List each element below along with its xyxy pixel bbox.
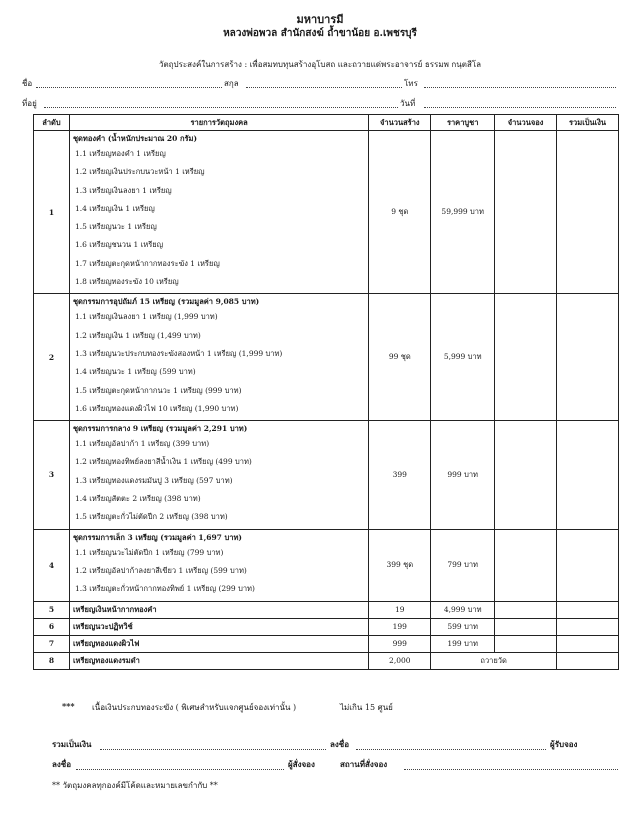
date-field[interactable] [424, 99, 616, 108]
date-label: วันที่ [400, 99, 416, 108]
list-item: 1.1 เหรียญทองคำ 1 เหรียญ [74, 149, 166, 158]
reserve-qty-cell[interactable] [495, 131, 557, 294]
list-item: 1.8 เหรียญทองระฆัง 10 เหรียญ [74, 277, 179, 287]
table-row [34, 421, 619, 529]
list-item: 1.2 เหรียญอัลปาก้าลงยาสีเขียว 1 เหรียญ (599 บาท) [74, 565, 247, 575]
list-item: 1.3 เหรียญตะกั่วหน้ากากทองทิพย์ 1 เหรียญ (299 บาท) [74, 584, 255, 594]
note-quantity: ไม่เกิน 15 ศูนย์ [340, 703, 393, 712]
reserve-qty-cell[interactable] [495, 421, 557, 529]
qty-made: 9 ชุด [369, 131, 431, 294]
row-number: 1 [34, 131, 70, 294]
set-heading: ชุดทองคำ (น้ำหนักประมาณ 20 กรัม) [72, 134, 198, 143]
list-item: 1.1 เหรียญอัลปาก้า 1 เหรียญ (399 บาท) [74, 439, 210, 449]
reserver-name-field[interactable] [76, 761, 284, 770]
address-field[interactable] [44, 99, 398, 108]
header-price: ราคาบูชา [431, 115, 495, 131]
item-name: เหรียญทองแดงผิวไฟ [69, 635, 368, 652]
table-row [34, 601, 619, 618]
receiver-sign-field[interactable] [356, 741, 546, 750]
header-reserve-qty: จำนวนจอง [495, 115, 557, 131]
set-heading: ชุดกรรมการเล็ก 3 เหรียญ (รวมมูลค่า 1,697 บาท) [72, 532, 242, 542]
list-item: 1.6 เหรียญทองแดงผิวไฟ 10 เหรียญ (1,990 บาท) [74, 403, 239, 413]
total-amount-label: รวมเป็นเงิน [52, 739, 92, 749]
row-number: 4 [34, 529, 70, 601]
place-label: สถานที่สั่งจอง [340, 759, 388, 769]
qty-made: 999 [369, 635, 431, 652]
reserve-qty-cell[interactable] [495, 635, 557, 652]
footnote: ** วัตถุมงคลทุกองค์มีโค้ดและหมายเลขกำกับ ** [52, 781, 218, 790]
receiver-label: ผู้รับจอง [550, 739, 578, 749]
item-list [69, 131, 368, 294]
list-item: 1.2 เหรียญเงินประกบนวะหน้า 1 เหรียญ [74, 167, 205, 177]
price: 999 บาท [431, 421, 495, 529]
name-label: ชื่อ [22, 79, 33, 88]
reserve-qty-cell[interactable] [495, 294, 557, 421]
reserve-qty-cell[interactable] [495, 529, 557, 601]
list-item: 1.4 เหรียญเงิน 1 เหรียญ [74, 203, 155, 213]
reserve-qty-cell[interactable] [495, 618, 557, 635]
total-cell[interactable] [557, 421, 619, 529]
price: 199 บาท [431, 635, 495, 652]
qty-made: 399 ชุด [369, 529, 431, 601]
header-qty-made: จำนวนสร้าง [369, 115, 431, 131]
note-stars: *** [62, 701, 75, 711]
phone-field[interactable] [424, 79, 616, 88]
list-item: 1.4 เหรียญนวะ 1 เหรียญ (599 บาท) [74, 367, 196, 377]
list-item: 1.2 เหรียญเงิน 1 เหรียญ (1,499 บาท) [74, 330, 201, 340]
table-row [34, 294, 619, 421]
place-field[interactable] [404, 761, 618, 770]
header-total: รวมเป็นเงิน [557, 115, 619, 131]
total-cell[interactable] [557, 635, 619, 652]
row-number: 2 [34, 294, 70, 421]
price: 4,999 บาท [431, 601, 495, 618]
document-title: มหาบารมี [296, 13, 344, 26]
list-item: 1.5 เหรียญนวะ 1 เหรียญ [74, 222, 157, 232]
total-cell[interactable] [557, 131, 619, 294]
total-amount-field[interactable] [100, 741, 326, 750]
price: 5,999 บาท [431, 294, 495, 421]
table-row [34, 635, 619, 652]
header-no: ลำดับ [34, 115, 70, 131]
item-list [69, 421, 368, 529]
item-name: เหรียญทองแดงรมดำ [69, 652, 368, 669]
list-item: 1.6 เหรียญชนวน 1 เหรียญ [74, 240, 164, 250]
total-cell[interactable] [557, 294, 619, 421]
qty-made: 2,000 [369, 652, 431, 669]
note-text: เนื้อเงินประกบทองระฆัง ( พิเศษสำหรับแจกศูนย์จองเท่านั้น ) [92, 703, 297, 712]
phone-label: โทร [404, 79, 418, 88]
list-item: 1.3 เหรียญเงินลงยา 1 เหรียญ [74, 185, 172, 195]
table-header-row [34, 115, 619, 131]
list-item: 1.2 เหรียญทองทิพย์ลงยาสีน้ำเงิน 1 เหรียญ (499 บาท) [74, 457, 252, 467]
document-subtitle: หลวงพ่อพวล สำนักสงฆ์ ถ้ำขาน้อย อ.เพชรบุรี [223, 28, 417, 39]
set-heading: ชุดกรรมการกลาง 9 เหรียญ (รวมมูลค่า 2,291 บาท) [72, 424, 248, 434]
item-list [69, 529, 368, 601]
reserver-label: ผู้สั่งจอง [288, 759, 315, 769]
total-cell[interactable] [557, 652, 619, 669]
surname-label: สกุล [224, 79, 239, 88]
table-row [34, 131, 619, 294]
list-item: 1.1 เหรียญนวะไม่ตัดปีก 1 เหรียญ (799 บาท) [74, 547, 224, 557]
list-item: 1.7 เหรียญตะกุดหน้ากากทองระฆัง 1 เหรียญ [74, 258, 220, 268]
list-item: 1.5 เหรียญตะกุดหน้ากากนวะ 1 เหรียญ (999 บาท) [74, 385, 242, 395]
list-item: 1.3 เหรียญทองแดงรมมันปู 3 เหรียญ (597 บาท) [74, 475, 233, 485]
total-cell[interactable] [557, 601, 619, 618]
row-number: 3 [34, 421, 70, 529]
reserver-name-label: ลงชื่อ [52, 759, 72, 769]
name-field[interactable] [36, 79, 222, 88]
item-name: เหรียญเงินหน้ากากทองคำ [69, 601, 368, 618]
row-number: 8 [34, 652, 70, 669]
set-heading: ชุดกรรมการอุปถัมภ์ 15 เหรียญ (รวมมูลค่า 9,085 บาท) [72, 297, 260, 307]
row-number: 6 [34, 618, 70, 635]
list-item: 1.4 เหรียญสัตตะ 2 เหรียญ (398 บาท) [74, 494, 201, 504]
table-row [34, 652, 619, 669]
table-row [34, 618, 619, 635]
list-item: 1.1 เหรียญเงินลงยา 1 เหรียญ (1,999 บาท) [74, 312, 218, 322]
qty-made: 19 [369, 601, 431, 618]
list-item: 1.3 เหรียญนวะประกบทองระฆังสองหน้า 1 เหรียญ (1,999 บาท) [74, 348, 283, 358]
purpose-line: วัตถุประสงค์ในการสร้าง : เพื่อสมทบทุนสร้างอุโบสถ และถวายแด่พระอาจารย์ ธรรมพ กนฺตสีโล [158, 60, 482, 69]
item-list [69, 294, 368, 421]
list-item: 1.5 เหรียญตะกั่วไม่ตัดปีก 2 เหรียญ (398 บาท) [74, 512, 228, 522]
qty-made: 199 [369, 618, 431, 635]
order-table [33, 114, 619, 670]
row-number: 7 [34, 635, 70, 652]
row-number: 5 [34, 601, 70, 618]
qty-made: 99 ชุด [369, 294, 431, 421]
item-name: เหรียญนวะปฏิทวิช์ [69, 618, 368, 635]
price: 59,999 บาท [431, 131, 495, 294]
total-cell[interactable] [557, 529, 619, 601]
total-cell[interactable] [557, 618, 619, 635]
table-row [34, 529, 619, 601]
qty-made: 399 [369, 421, 431, 529]
address-label: ที่อยู่ [22, 99, 37, 108]
reserve-qty-cell[interactable] [495, 601, 557, 618]
price: 599 บาท [431, 618, 495, 635]
price-note: ถวายวัด [431, 652, 557, 669]
receiver-sign-label: ลงชื่อ [330, 739, 350, 749]
surname-field[interactable] [246, 79, 402, 88]
price: 799 บาท [431, 529, 495, 601]
header-item: รายการวัตถุมงคล [69, 115, 368, 131]
